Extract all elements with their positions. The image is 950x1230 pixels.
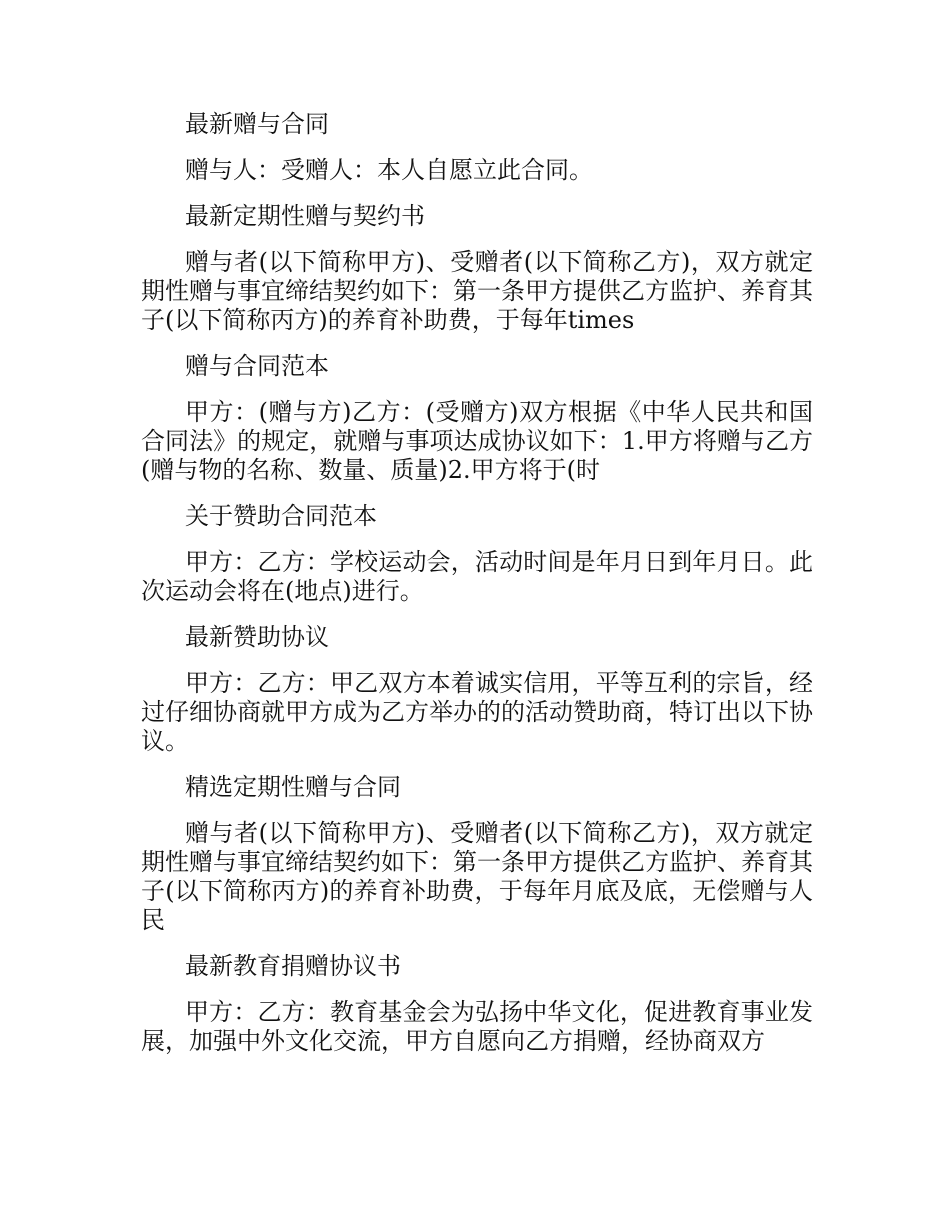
section-paragraph: 甲方：乙方：教育基金会为弘扬中华文化，促进教育事业发展，加强中外文化交流，甲方自愿向乙方捐赠，经协商双方 — [141, 998, 813, 1055]
section-paragraph: 赠与者(以下简称甲方)、受赠者(以下简称乙方)，双方就定期性赠与事宜缔结契约如下：第一条甲方提供乙方监护、养育其子(以下简称丙方)的养育补助费，于每年月底及底，无偿赠与人民 — [141, 819, 813, 934]
section-heading: 最新赠与合同 — [185, 110, 329, 138]
section-paragraph: 甲方：乙方：学校运动会，活动时间是年月日到年月日。此次运动会将在(地点)进行。 — [141, 548, 813, 605]
section-heading: 关于赞助合同范本 — [185, 502, 377, 530]
section-heading: 最新赞助协议 — [185, 623, 329, 651]
section-heading: 最新教育捐赠协议书 — [185, 952, 401, 980]
section-paragraph: 甲方：(赠与方)乙方：(受赠方)双方根据《中华人民共和国合同法》的规定，就赠与事项达成协议如下：1.甲方将赠与乙方(赠与物的名称、数量、质量)2.甲方将于(时 — [141, 398, 813, 484]
document-page — [141, 110, 813, 1073]
section-heading: 赠与合同范本 — [185, 352, 329, 380]
section-paragraph: 赠与人：受赠人：本人自愿立此合同。 — [185, 156, 593, 184]
section-heading: 精选定期性赠与合同 — [185, 773, 401, 801]
section-paragraph: 赠与者(以下简称甲方)、受赠者(以下简称乙方)，双方就定期性赠与事宜缔结契约如下：第一条甲方提供乙方监护、养育其子(以下简称丙方)的养育补助费，于每年times — [141, 248, 813, 334]
section-paragraph: 甲方：乙方：甲乙双方本着诚实信用，平等互利的宗旨，经过仔细协商就甲方成为乙方举办的的活动赞助商，特订出以下协议。 — [141, 669, 813, 755]
section-heading: 最新定期性赠与契约书 — [185, 202, 425, 230]
